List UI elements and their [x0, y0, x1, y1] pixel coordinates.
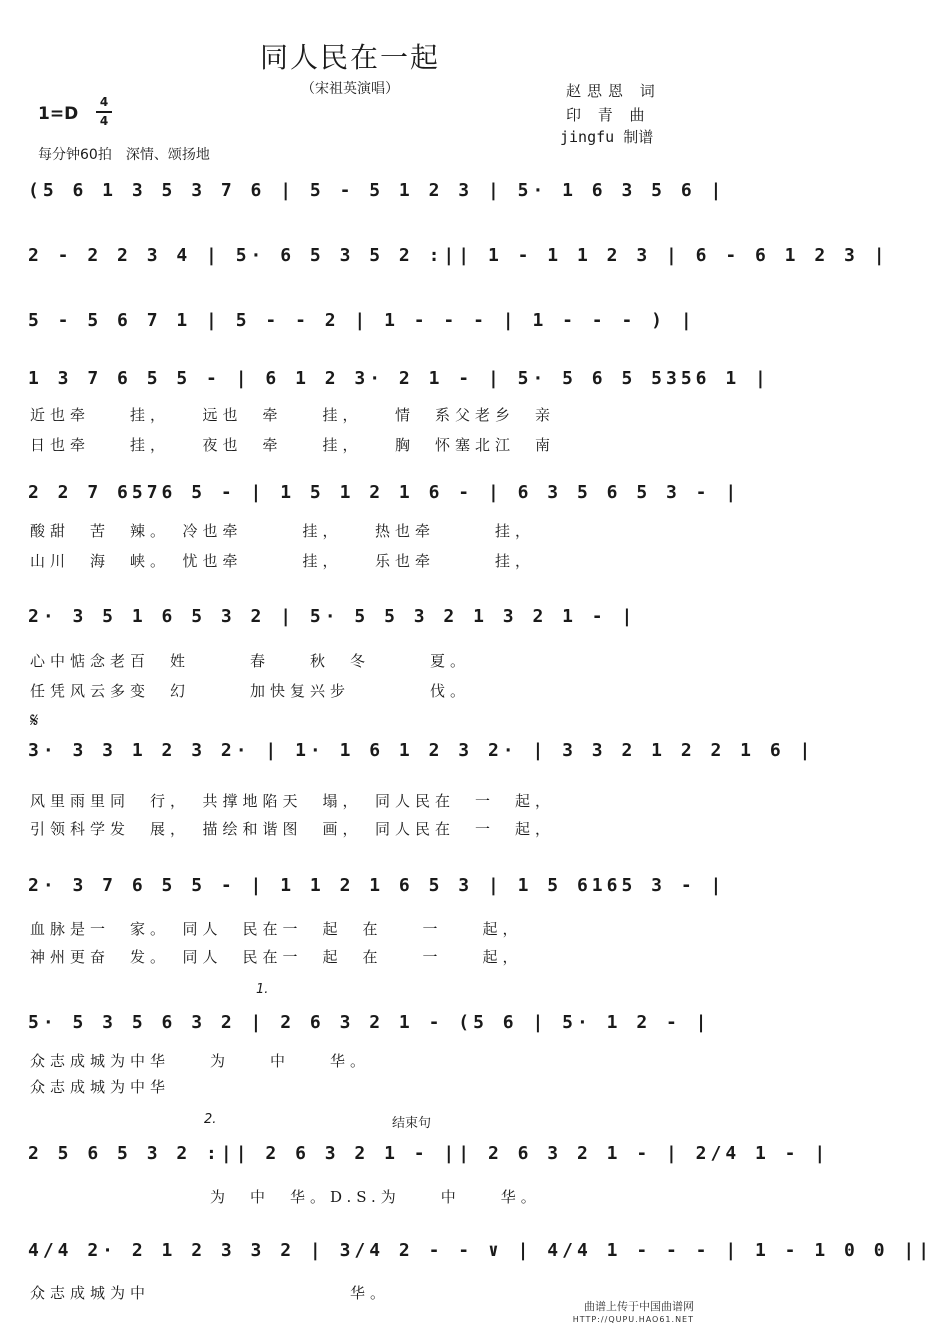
- volta-first-ending: 1.: [256, 982, 269, 997]
- lyric-line-verse-1: 血脉是一 家。 同人 民在一 起 在 一 起，: [30, 920, 523, 938]
- tempo-marking: 每分钟60拍 深情、颂扬地: [38, 147, 210, 163]
- segno-sign: 𝄋: [30, 708, 39, 732]
- time-signature-bottom: 4: [99, 114, 109, 128]
- lyric-line-verse-2: 山川 海 峡。 忧也牵 挂， 乐也牵 挂，: [30, 552, 536, 570]
- ending-phrase-label: 结束句: [392, 1116, 432, 1131]
- time-signature-top: 4: [99, 95, 109, 109]
- arranger-credit: jingfu 制谱: [560, 128, 654, 146]
- lyric-line-verse-1: 众志成城为中华 为 中 华。: [30, 1052, 371, 1070]
- notation-line: 2 - 2 2 3 4 | 5· 6 5 3 5 2 :|| 1 - 1 1 2 3 | 6 - 6 1 2 3 |: [28, 245, 889, 266]
- lyric-line-verse-2: 众志成城为中华: [30, 1078, 171, 1096]
- song-title: 同人民在一起: [259, 41, 440, 74]
- lyric-line-verse-2: 任凭风云多变 幻 加快复兴步 伐。: [30, 682, 471, 700]
- lyric-line-verse-2: 神州更奋 发。 同人 民在一 起 在 一 起，: [30, 948, 523, 966]
- notation-line: 2· 3 7 6 5 5 - | 1 1 2 1 6 5 3 | 1 5 6165 3 - |: [28, 875, 726, 896]
- lyric-line-verse-2: 日也牵 挂， 夜也 牵 挂， 胸 怀塞北江 南: [30, 436, 556, 454]
- notation-line: 1 3 7 6 5 5 - | 6 1 2 3· 2 1 - | 5· 5 6 5 5356 1 |: [28, 368, 770, 389]
- notation-line: 5· 5 3 5 6 3 2 | 2 6 3 2 1 - (5 6 | 5· 1 2 - |: [28, 1012, 711, 1033]
- watermark-site: 曲谱上传于中国曲谱网: [584, 1300, 694, 1313]
- lyric-line-verse-1: 为 中 华。D.S.为 中 华。: [30, 1188, 541, 1206]
- lyric-line-verse-1: 近也牵 挂， 远也 牵 挂， 情 系父老乡 亲: [30, 406, 556, 424]
- lyricist-credit: 赵思恩 词: [566, 82, 661, 100]
- key-signature: 1=D: [38, 104, 79, 124]
- lyric-line-verse-1: 众志成城为中 华。: [30, 1284, 391, 1302]
- watermark-url: HTTP://QUPU.HAO61.NET: [572, 1315, 694, 1324]
- lyric-line-verse-2: 引领科学发 展， 描绘和谐图 画， 同人民在 一 起，: [30, 820, 556, 838]
- watermark: [573, 1300, 694, 1326]
- volta-second-ending: 2.: [204, 1112, 217, 1127]
- notation-line: 2 5 6 5 3 2 :|| 2 6 3 2 1 - || 2 6 3 2 1 - | 2/4 1 - |: [28, 1143, 830, 1164]
- singer-credit: （宋祖英演唱）: [301, 81, 399, 97]
- notation-line: (5 6 1 3 5 3 7 6 | 5 - 5 1 2 3 | 5· 1 6 3 5 6 |: [28, 180, 726, 201]
- notation-line: 3· 3 3 1 2 3 2· | 1· 1 6 1 2 3 2· | 3 3 2 1 2 2 1 6 |: [28, 740, 815, 761]
- notation-line: 5 - 5 6 7 1 | 5 - - 2 | 1 - - - | 1 - - - ) |: [28, 310, 696, 331]
- composer-credit: 印 青 曲: [566, 106, 651, 124]
- notation-line: 2· 3 5 1 6 5 3 2 | 5· 5 5 3 2 1 3 2 1 - |: [28, 606, 637, 627]
- lyric-line-verse-1: 酸甜 苦 辣。 冷也牵 挂， 热也牵 挂，: [30, 522, 536, 540]
- notation-line: 4/4 2· 2 1 2 3 3 2 | 3/4 2 - - ∨ | 4/4 1 - - - | 1 - 1 0 0 ||: [28, 1240, 933, 1261]
- time-signature: [96, 95, 112, 129]
- lyric-line-verse-1: 心中惦念老百 姓 春 秋 冬 夏。: [30, 652, 471, 670]
- lyric-line-verse-1: 风里雨里同 行， 共撑地陷天 塌， 同人民在 一 起，: [30, 792, 556, 810]
- notation-line: 2 2 7 6576 5 - | 1 5 1 2 1 6 - | 6 3 5 6 5 3 - |: [28, 482, 741, 503]
